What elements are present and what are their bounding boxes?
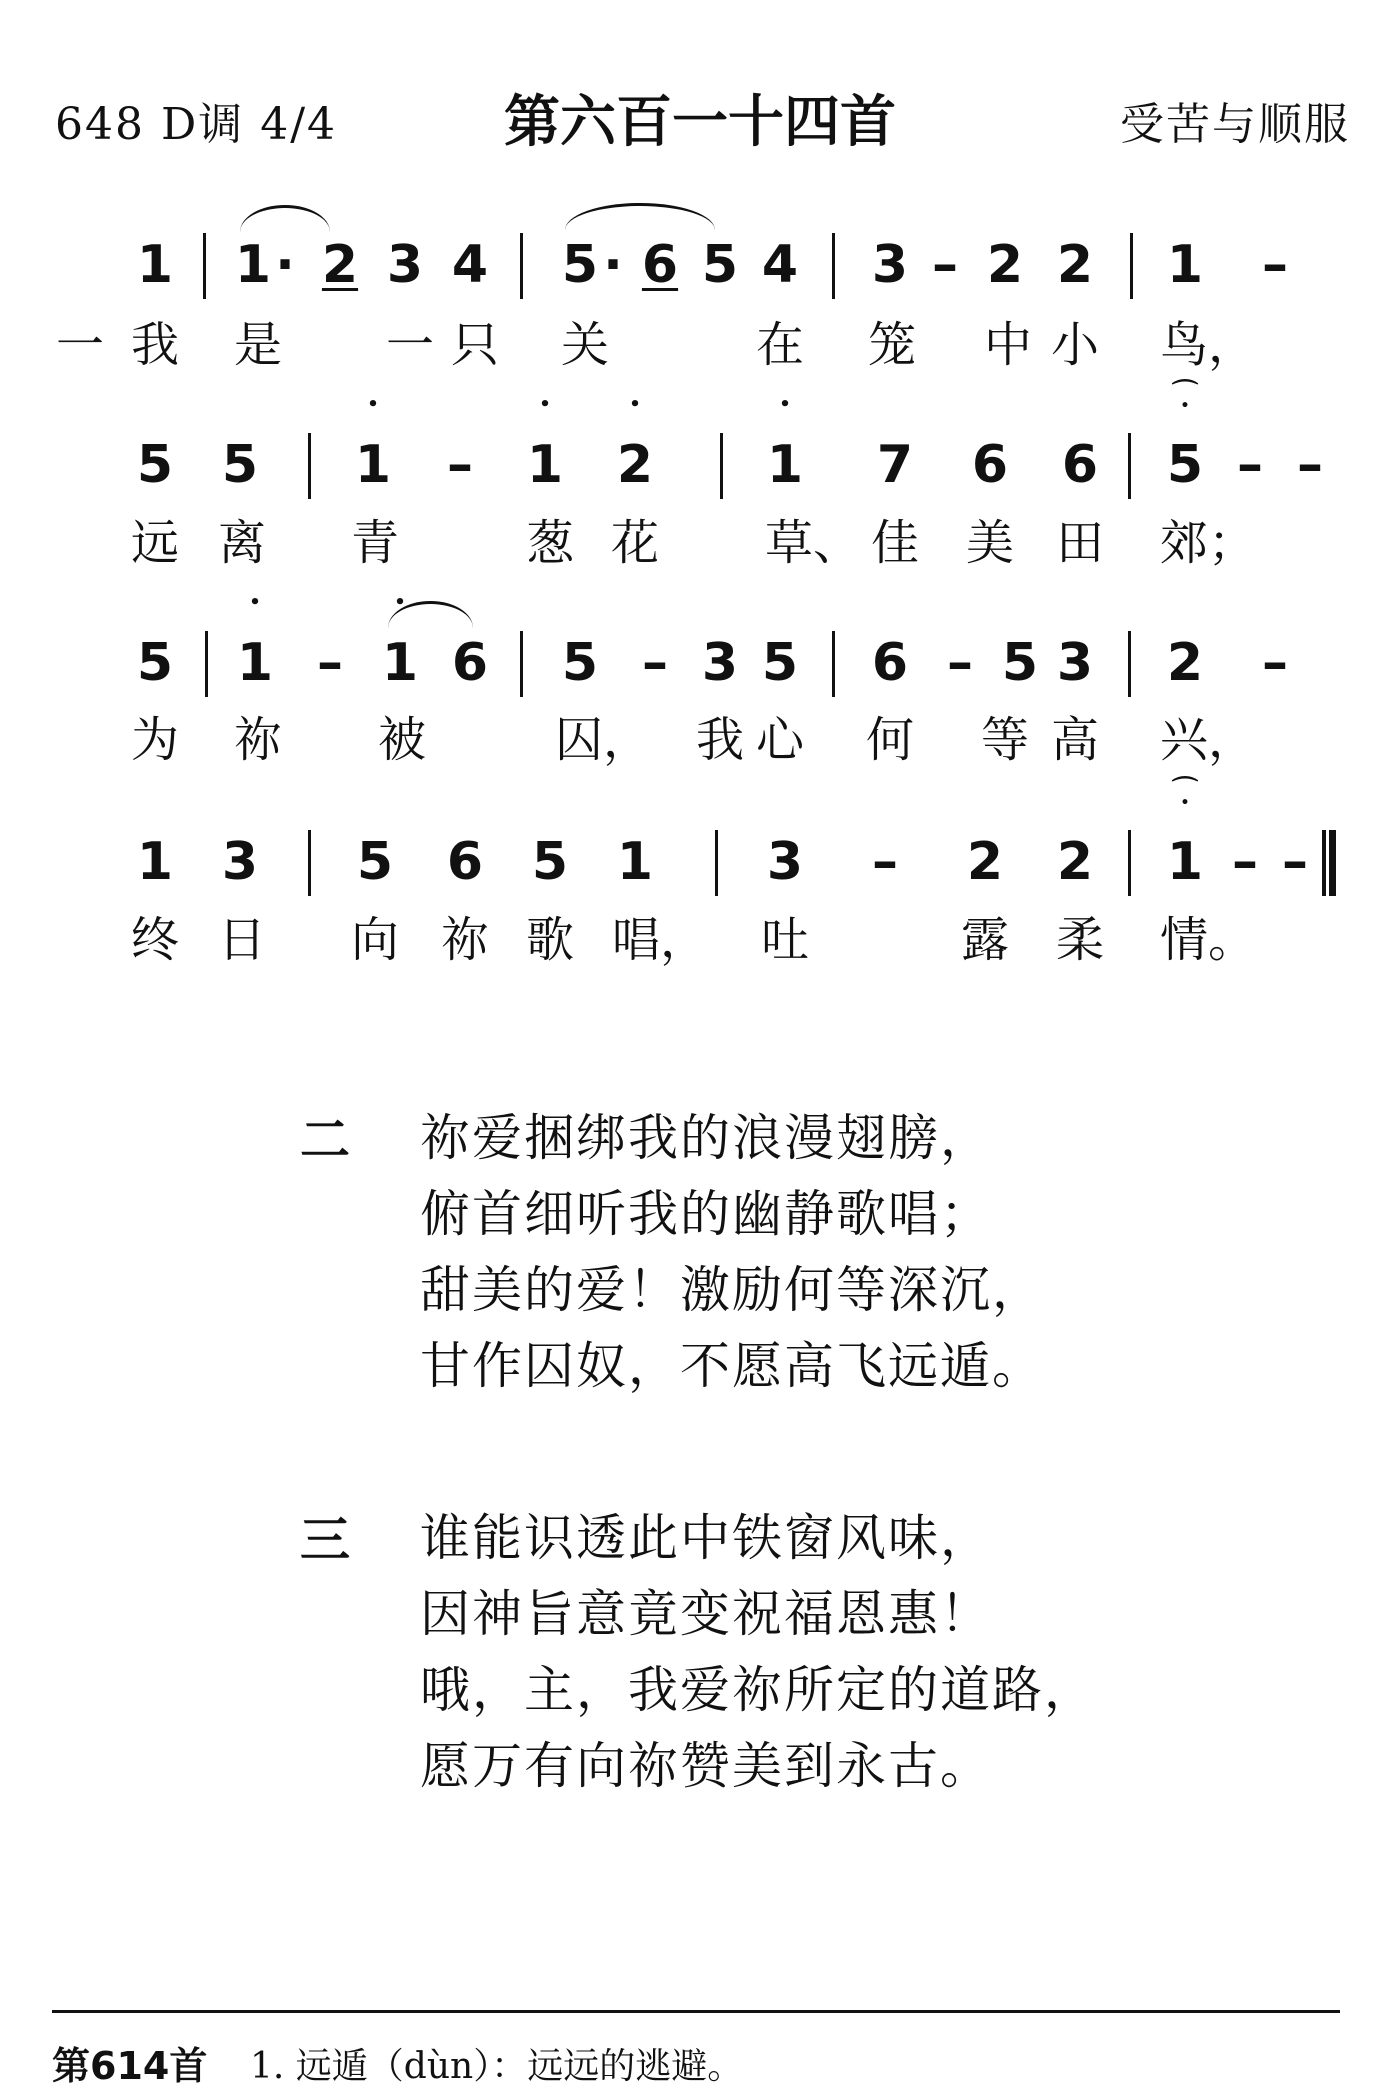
lyric: 情。: [1160, 912, 1257, 968]
page-title: 第六百一十四首: [504, 90, 896, 155]
note: • 1: [230, 623, 280, 703]
lyric: 等: [980, 712, 1029, 768]
verse-line: 俯首细听我的幽静歌唱；: [420, 1185, 992, 1243]
note: 2: [986, 235, 1024, 295]
barline: [520, 631, 523, 697]
lyric: 日: [217, 912, 266, 968]
lyric: 关: [560, 317, 609, 373]
lyric: 远: [130, 515, 179, 571]
lyric: 葱: [525, 515, 574, 571]
lyric: 被: [377, 712, 426, 768]
note: 5: [761, 633, 799, 693]
barline: [1128, 830, 1131, 896]
hymn-meta: 648 D调 4/4: [55, 99, 338, 150]
note: • 1: [760, 425, 810, 505]
verse-number: 二: [300, 1111, 350, 1169]
dash: –: [872, 832, 898, 892]
note: ⌒ 1 •: [1160, 822, 1210, 902]
note: 3: [701, 633, 739, 693]
note: 5: [1001, 633, 1039, 693]
dash: –: [1262, 235, 1288, 295]
lyric: 田: [1055, 515, 1104, 571]
note: ⌒ 5 •: [1160, 425, 1210, 505]
lyric: 柔: [1055, 912, 1104, 968]
final-barline: [1322, 830, 1336, 896]
lyric: 我: [130, 317, 179, 373]
footer-divider: [52, 2010, 1340, 2013]
note: 2: [321, 235, 359, 295]
lyric: 草、: [765, 515, 862, 571]
note: 3: [386, 235, 424, 295]
barline: [1130, 233, 1133, 299]
lyric: 吐: [760, 912, 809, 968]
lyric-line-4: [0, 905, 1400, 985]
lyric: 花: [610, 515, 659, 571]
lyric-line-3: [0, 705, 1400, 785]
lyric-line-2: [0, 508, 1400, 588]
dash: –: [1262, 633, 1288, 693]
dash: –: [642, 633, 668, 693]
verse-number: 三: [300, 1511, 350, 1569]
hymn-category: 受苦与顺服: [1120, 99, 1350, 150]
lyric: 一: [385, 317, 434, 373]
lyric: 中: [983, 317, 1032, 373]
note: 3: [871, 235, 909, 295]
lyric: 歌: [525, 912, 574, 968]
lyric: 我: [695, 712, 744, 768]
note: 1: [234, 235, 272, 295]
verse-2: [420, 1100, 1044, 1404]
note: 5: [356, 832, 394, 892]
note: • 1: [348, 425, 398, 505]
slur: [565, 203, 715, 230]
lyric: 露: [960, 912, 1009, 968]
note: 3: [766, 832, 804, 892]
note: 1: [136, 832, 174, 892]
note: 6: [641, 235, 679, 295]
note: 3: [1056, 633, 1094, 693]
dash: –: [1237, 435, 1263, 495]
verse-3: [420, 1500, 1096, 1804]
barline: [1128, 631, 1131, 697]
dash: –: [447, 435, 473, 495]
notation-line-3: [0, 623, 1400, 703]
note: 4: [761, 235, 799, 295]
dash: –: [1232, 832, 1258, 892]
barline: [1128, 433, 1131, 499]
slur: [240, 205, 330, 232]
barline: [720, 433, 723, 499]
verse-line: 祢爱捆绑我的浪漫翅膀，: [420, 1109, 992, 1167]
note: 5: [136, 435, 174, 495]
note: 6: [1061, 435, 1099, 495]
note: 6: [971, 435, 1009, 495]
note: 5: [701, 235, 739, 295]
note: 2: [1166, 633, 1204, 693]
note: 3: [221, 832, 259, 892]
dot: ·: [603, 235, 623, 295]
lyric: 小: [1050, 317, 1099, 373]
lyric: 高: [1050, 712, 1099, 768]
barline: [520, 233, 523, 299]
note: • 1: [375, 623, 425, 703]
lyric: 何: [865, 712, 914, 768]
verse-line: 甜美的爱！激励何等深沉，: [420, 1261, 1044, 1319]
verse-line: 哦，主，我爱祢所定的道路，: [420, 1661, 1096, 1719]
note: 2: [1056, 832, 1094, 892]
footer-hymn-number: 第614首: [52, 2044, 208, 2088]
dash: –: [317, 633, 343, 693]
barline: [308, 830, 311, 896]
notation-line-1: [0, 225, 1400, 305]
note: 6: [871, 633, 909, 693]
lyric: 祢: [440, 912, 489, 968]
footnote: 1. 远遁（dùn）：远远的逃避。: [250, 2046, 744, 2087]
lyric: 兴，: [1160, 712, 1257, 768]
dot: ·: [275, 235, 295, 295]
note: 6: [451, 633, 489, 693]
note: 5: [136, 633, 174, 693]
note: 1: [136, 235, 174, 295]
lyric: 心: [755, 712, 804, 768]
note: 5: [561, 633, 599, 693]
notation-line-2: [0, 425, 1400, 505]
barline: [205, 631, 208, 697]
lyric: 为: [130, 712, 179, 768]
lyric: 佳: [870, 515, 919, 571]
note: 1: [616, 832, 654, 892]
dash: –: [932, 235, 958, 295]
lyric: 在: [755, 317, 804, 373]
barline: [715, 830, 718, 896]
dash: –: [1282, 832, 1308, 892]
lyric: 终: [130, 912, 179, 968]
lyric: 离: [217, 515, 266, 571]
verse-line: 谁能识透此中铁窗风味，: [420, 1509, 992, 1567]
lyric: 囚，: [555, 712, 652, 768]
verse-line: 因神旨意竟变祝福恩惠！: [420, 1585, 992, 1643]
lyric: 郊；: [1160, 515, 1257, 571]
note: 2: [966, 832, 1004, 892]
lyric-line-1: [0, 310, 1400, 390]
barline: [308, 433, 311, 499]
note: 5: [221, 435, 259, 495]
lyric: 青: [350, 515, 399, 571]
note: 1: [1166, 235, 1204, 295]
lyric: 美: [965, 515, 1014, 571]
note: 5: [531, 832, 569, 892]
barline: [203, 233, 206, 299]
dash: –: [1297, 435, 1323, 495]
note: 5: [561, 235, 599, 295]
barline: [832, 233, 835, 299]
verse-line: 甘作囚奴，不愿高飞远遁。: [420, 1337, 1044, 1395]
note: • 1: [520, 425, 570, 505]
lyric: 是: [233, 317, 282, 373]
lyric: 笼: [867, 317, 916, 373]
notation-line-4: [0, 822, 1400, 902]
lyric: 只: [450, 317, 499, 373]
note: 4: [451, 235, 489, 295]
note: • 2: [610, 425, 660, 505]
verse-line: 愿万有向祢赞美到永古。: [420, 1737, 992, 1795]
note: 7: [876, 435, 914, 495]
note: 6: [446, 832, 484, 892]
lyric: 一: [55, 317, 104, 373]
lyric: 向: [350, 912, 399, 968]
note: 2: [1056, 235, 1094, 295]
lyric: 唱，: [612, 912, 709, 968]
dash: –: [947, 633, 973, 693]
barline: [832, 631, 835, 697]
lyric: 祢: [233, 712, 282, 768]
lyric: 鸟，: [1160, 317, 1257, 373]
